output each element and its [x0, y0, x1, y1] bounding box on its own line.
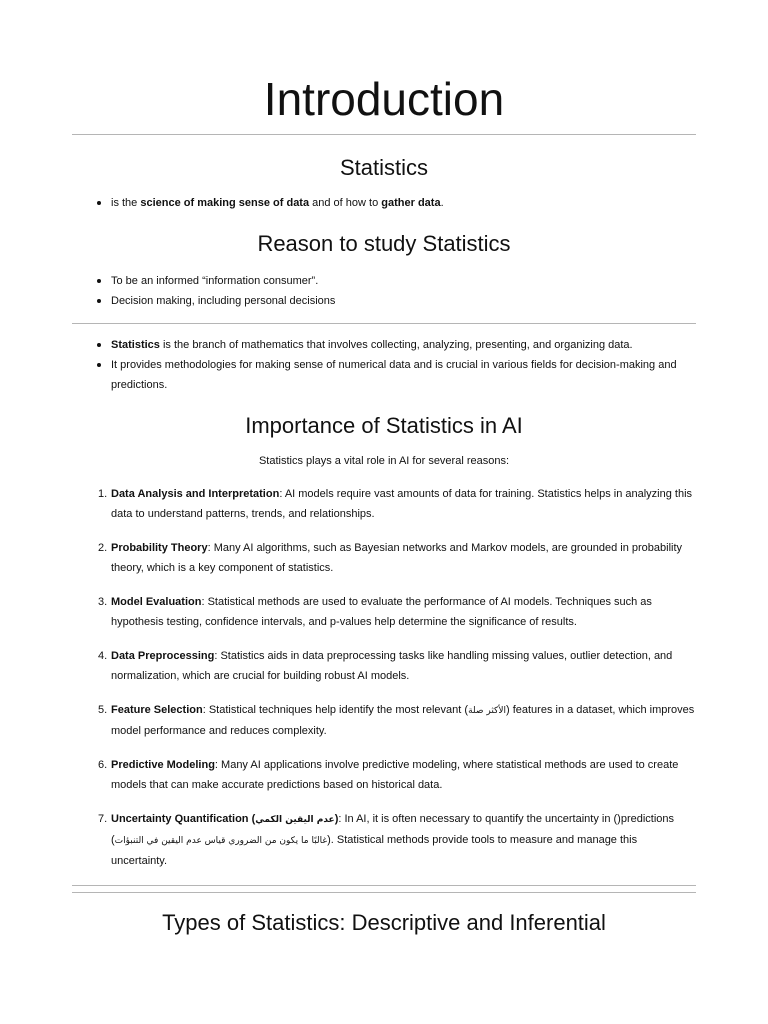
- item-text: : Statistics aids in data preprocessing tasks like handling missing values, outlier detection, and normalization, which are crucial for building robust AI models.: [111, 650, 673, 682]
- text: .: [440, 197, 444, 209]
- bold-text: science of making sense of data: [140, 197, 310, 209]
- item-term: Uncertainty Quantification (: [111, 813, 256, 825]
- list-item: [72, 809, 696, 871]
- bold-text: Statistics: [111, 339, 160, 351]
- item-text: : Statistical techniques help identify the most relevant (: [202, 704, 469, 716]
- arabic-text: غالبًا ما يكون من الضروري قياس عدم اليقين في التنبؤات: [114, 836, 328, 846]
- item-number: 6.: [98, 759, 108, 771]
- divider: [72, 885, 696, 886]
- item-text: : Many AI applications involve predictive modeling, where statistical methods are used to create models that can make accurate predictions based on historical data.: [111, 759, 679, 791]
- list-item: It provides methodologies for making sense of numerical data and is crucial in various fields for decision-making and predictions.: [72, 355, 696, 395]
- list-item: Decision making, including personal decisions: [72, 291, 696, 311]
- item-number: 3.: [98, 596, 108, 608]
- item-term: Feature Selection: [111, 704, 203, 716]
- item-number: 4.: [98, 650, 108, 662]
- item-term: Data Analysis and Interpretation: [111, 488, 280, 500]
- item-text: : AI models require vast amounts of data for training. Statistics helps in analyzing this data to understand patterns, trends, and relationships.: [111, 488, 693, 520]
- list-item: [72, 700, 696, 741]
- text: is the branch of mathematics that involves collecting, analyzing, presenting, and organizing data.: [159, 339, 633, 351]
- item-term: Predictive Modeling: [111, 759, 215, 771]
- text: and of how to: [309, 197, 382, 209]
- list-item: [72, 335, 696, 355]
- item-text: ) features in a dataset, which improves model performance and reduces complexity.: [111, 704, 695, 737]
- arabic-term: عدم اليقين الكمي: [255, 815, 335, 825]
- item-text: : Statistical methods are used to evaluate the performance of AI models. Techniques such as hypothesis testing, confidence intervals, and p-values help determine the significance of results.: [111, 596, 652, 628]
- arabic-text: الأكثر صلة: [468, 706, 506, 716]
- statistics-list: [72, 193, 696, 213]
- item-term: Probability Theory: [111, 542, 208, 554]
- bold-text: gather data: [381, 197, 441, 209]
- list-item: To be an informed “information consumer”.: [72, 271, 696, 291]
- divider: [72, 892, 696, 893]
- section-heading-reason: Reason to study Statistics: [257, 231, 511, 256]
- item-text: : Many AI algorithms, such as Bayesian networks and Markov models, are grounded in probability theory, which is a key component of statistics.: [111, 542, 683, 574]
- list-item: [72, 193, 696, 213]
- item-text: ). Statistical methods provide tools to measure and manage this uncertainty.: [111, 834, 638, 867]
- reason-list: [72, 271, 696, 311]
- item-term: Data Preprocessing: [111, 650, 215, 662]
- importance-list: [72, 484, 696, 871]
- item-text: : In AI, it is often necessary to quantify the uncertainty in ()predictions (: [111, 813, 675, 846]
- section-heading-importance: Importance of Statistics in AI: [245, 413, 523, 438]
- document-page: [72, 0, 696, 936]
- list-item: [72, 484, 696, 524]
- item-number: 1.: [98, 488, 108, 500]
- item-number: 7.: [98, 813, 108, 825]
- section-heading-statistics: Statistics: [339, 155, 429, 180]
- divider: [72, 134, 696, 135]
- list-item: [72, 538, 696, 578]
- page-title: Introduction: [263, 73, 505, 125]
- list-item: [72, 646, 696, 686]
- section-heading-types: Types of Statistics: Descriptive and Inferential: [162, 910, 606, 935]
- list-item: [72, 755, 696, 795]
- item-number: 5.: [98, 704, 108, 716]
- definition-list: [72, 335, 696, 395]
- text: is the: [111, 197, 141, 209]
- lead-paragraph: Statistics plays a vital role in AI for several reasons:: [258, 455, 510, 467]
- item-term: ): [334, 813, 339, 825]
- item-number: 2.: [98, 542, 108, 554]
- divider: [72, 323, 696, 324]
- item-term: Model Evaluation: [111, 596, 202, 608]
- list-item: [72, 592, 696, 632]
